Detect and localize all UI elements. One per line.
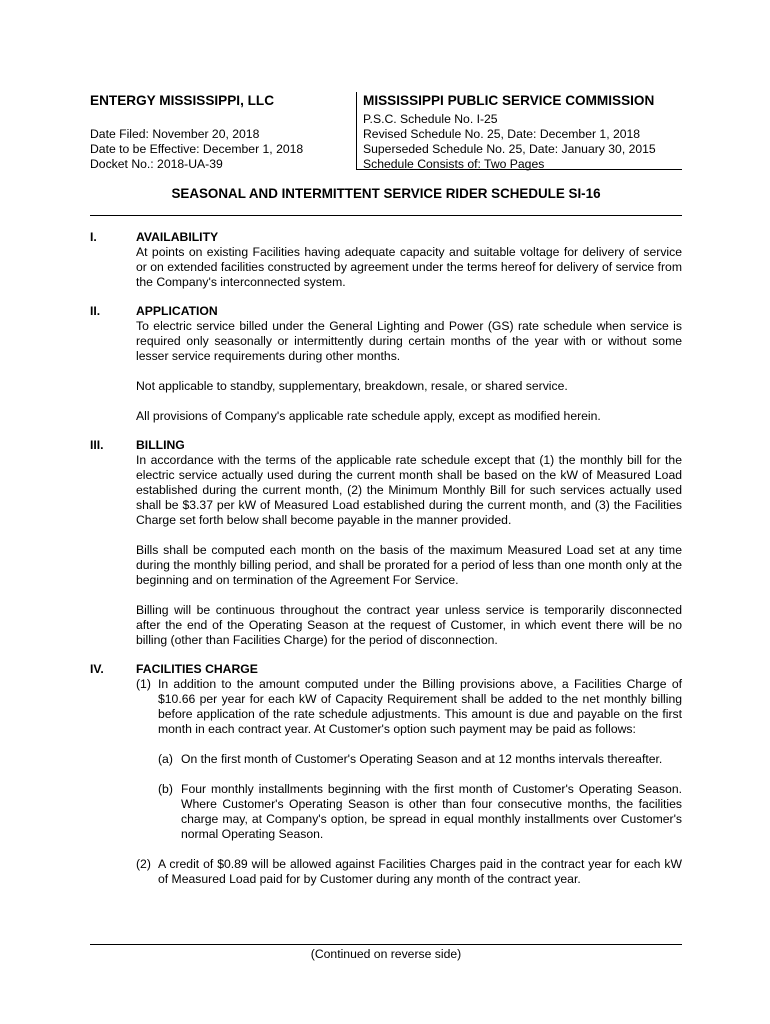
section-heading: APPLICATION [136, 304, 218, 318]
header-underline [356, 169, 682, 170]
section-heading: AVAILABILITY [136, 230, 219, 244]
paragraph: All provisions of Company's applicable rate schedule apply, except as modified herein. [136, 409, 601, 423]
title-rule [90, 215, 682, 216]
item-text: On the first month of Customer's Operating Season and at 12 months intervals thereafter. [181, 752, 663, 766]
header-left-block [90, 92, 352, 172]
item-marker: (1) [136, 677, 151, 691]
paragraph: At points on existing Facilities having adequate capacity and suitable voltage for delivery of service or on extended facilities constructed by agreement under the terms hereof for delivery of service from the Company's interconnected system. [136, 245, 682, 289]
section-number: III. [90, 438, 104, 452]
footer-rule [90, 944, 682, 945]
section-application [90, 304, 682, 424]
revised-schedule: Revised Schedule No. 25, Date: December 1, 2018 [363, 127, 641, 141]
company-name: ENTERGY MISSISSIPPI, LLC [90, 93, 275, 108]
paragraph: Billing will be continuous throughout the contract year unless service is temporarily disconnected after the end of the Operating Season at the request of Customer, in which event there will be no billing (other than Facilities Charge) for the period of disconnection. [136, 603, 682, 647]
section-billing [90, 438, 682, 648]
section-availability [90, 230, 682, 290]
schedule-header [90, 92, 682, 170]
superseded-schedule: Superseded Schedule No. 25, Date: January 30, 2015 [363, 142, 656, 156]
document-body [90, 230, 682, 902]
list-subitem [158, 752, 682, 767]
paragraph: In accordance with the terms of the applicable rate schedule except that (1) the monthly bill for the electric service actually used during the current month shall be based on the kW of Measured Load established during the current month, (2) the Minimum Monthly Bill for such services actually used shall be $3.37 per kW of Measured Load established during the current month, and (3) the Facilities Charge set forth below shall become payable in the manner provided. [136, 453, 682, 527]
item-text: In addition to the amount computed under the Billing provisions above, a Facilities Charge of $10.66 per year for each kW of Capacity Requirement shall be added to the net monthly billing before application of the rate schedule adjustments. This amount is due and payable on the first month in each contract year. At Customer's option such payment may be paid as follows: [158, 677, 682, 736]
section-facilities-charge [90, 662, 682, 887]
section-number: IV. [90, 662, 104, 676]
commission-name: MISSISSIPPI PUBLIC SERVICE COMMISSION [363, 93, 655, 108]
item-marker: (a) [158, 752, 173, 766]
item-text: Four monthly installments beginning with the first month of Customer's Operating Season. Where Customer's Operating Season is other than four consecutive months, the facilities charge may, at Company's option, be spread in equal monthly installments over Customer's normal Operating Season. [181, 782, 682, 841]
document-title: SEASONAL AND INTERMITTENT SERVICE RIDER SCHEDULE SI-16 [171, 186, 601, 201]
docket-number: Docket No.: 2018-UA-39 [90, 157, 223, 171]
date-effective: Date to be Effective: December 1, 2018 [90, 142, 304, 156]
section-heading: FACILITIES CHARGE [136, 662, 258, 676]
list-subitem [158, 782, 682, 842]
item-text: A credit of $0.89 will be allowed against Facilities Charges paid in the contract year for each kW of Measured Load paid for by Customer during any month of the contract year. [158, 857, 682, 886]
continued-note: (Continued on reverse side) [310, 947, 462, 961]
header-right-block [363, 92, 682, 172]
section-number: II. [90, 304, 101, 318]
section-heading: BILLING [136, 438, 185, 452]
paragraph: Not applicable to standby, supplementary, breakdown, resale, or shared service. [136, 379, 568, 393]
item-marker: (b) [158, 782, 173, 796]
paragraph: Bills shall be computed each month on the basis of the maximum Measured Load set at any time during the monthly billing period, and shall be prorated for a period of less than one month only at the beginning and on termination of the Agreement For Service. [136, 543, 682, 587]
list-item [136, 677, 682, 737]
header-divider [356, 92, 357, 170]
schedule-page-count: Schedule Consists of: Two Pages [363, 157, 545, 171]
paragraph: To electric service billed under the General Lighting and Power (GS) rate schedule when service is required only seasonally or intermittently during certain months of the year with or without some lesser service requirements during other months. [136, 319, 682, 363]
psc-schedule-number: P.S.C. Schedule No. I-25 [363, 112, 498, 126]
section-number: I. [90, 230, 97, 244]
date-filed: Date Filed: November 20, 2018 [90, 127, 260, 141]
item-marker: (2) [136, 857, 151, 871]
list-item [136, 857, 682, 887]
